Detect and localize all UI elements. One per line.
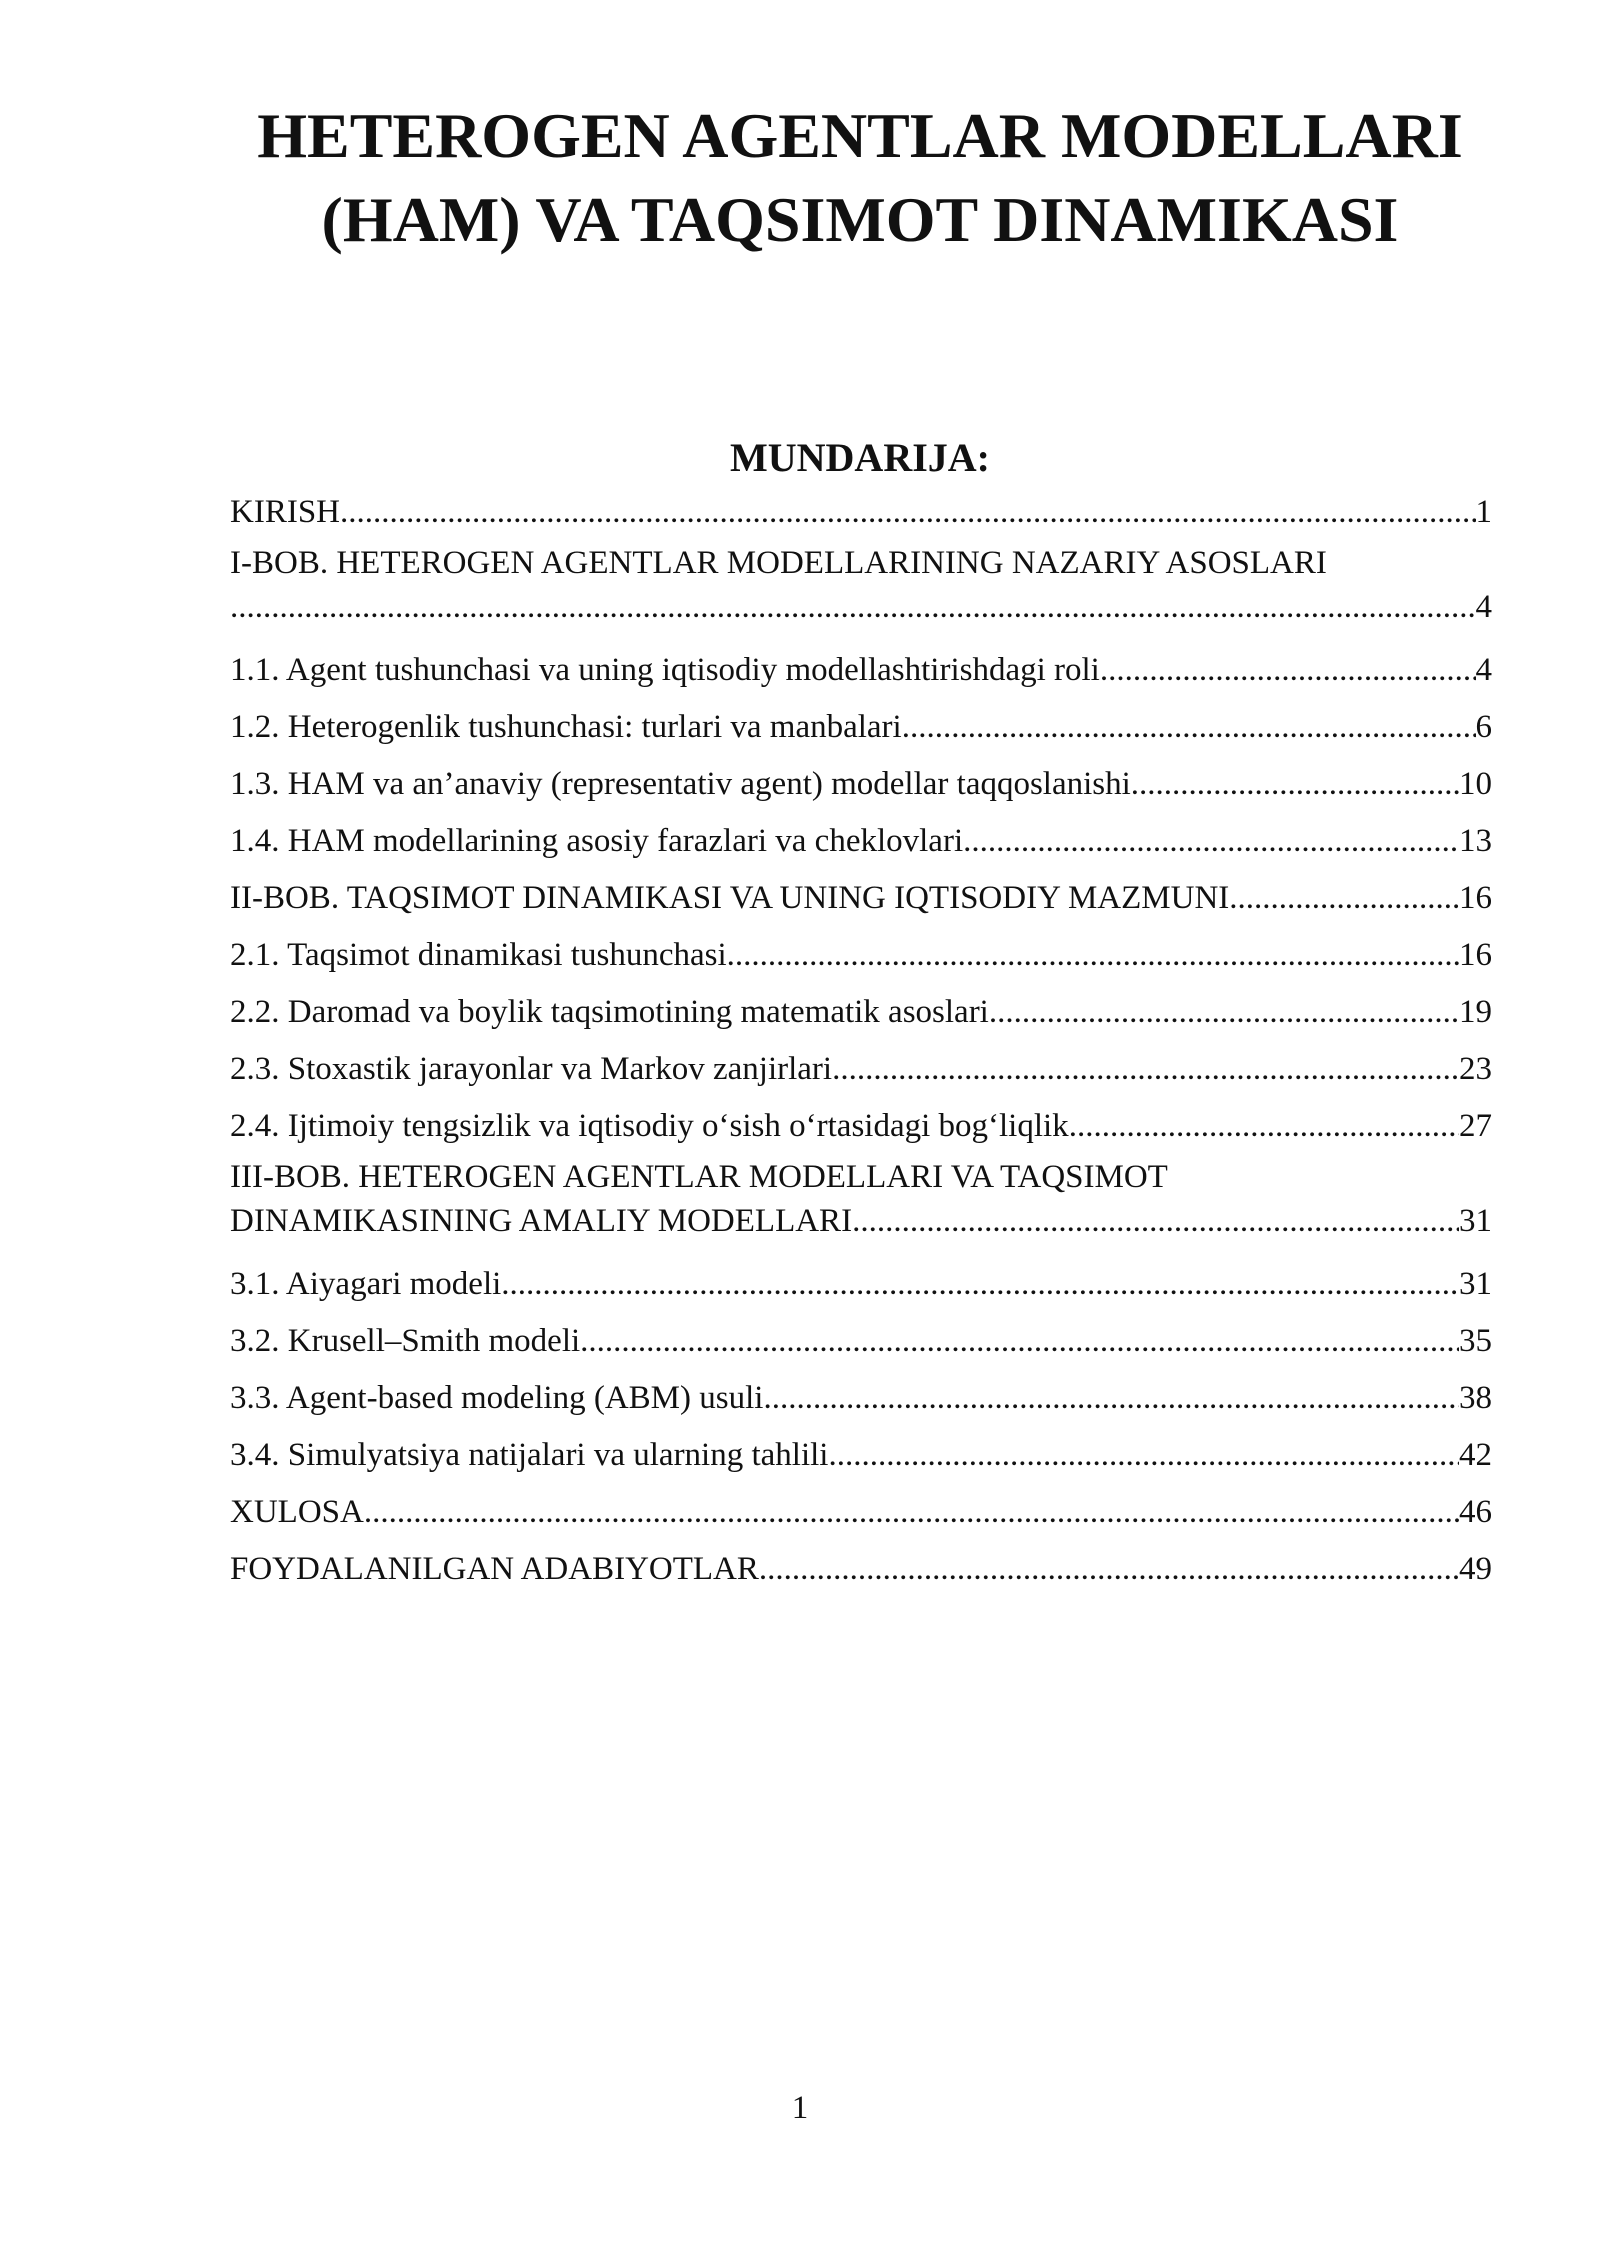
toc-entry[interactable] [230,1541,1492,1598]
toc-page-number: 16 [1459,937,1492,973]
toc-entry-title-line: I-BOB. HETEROGEN AGENTLAR MODELLARINING NAZARIY ASOSLARI [230,545,1327,581]
toc-dot-leader [1229,870,1459,927]
toc-entry-row [230,1541,1492,1598]
document-title [200,94,1520,262]
toc-dot-leader [902,699,1476,756]
toc-entry-title: 1.3. HAM va an’anaviy (representativ agent) modellar taqqoslanishi [230,766,1131,802]
toc-dot-leader [852,1199,1459,1243]
toc-page-number: 6 [1475,709,1492,745]
toc-entry-title: 3.4. Simulyatsiya natijalari va ularning tahlili [230,1437,829,1473]
toc-entry-row [230,585,1492,629]
toc-entry[interactable] [230,1484,1492,1541]
toc-entry[interactable] [230,1041,1492,1098]
toc-entry-title: FOYDALANILGAN ADABIYOTLAR [230,1551,759,1587]
toc-entry-row [230,813,1492,870]
title-line-2: (HAM) VA TAQSIMOT DINAMIKASI [321,184,1399,255]
toc-entry[interactable] [230,1155,1492,1243]
toc-entry-title: 2.4. Ijtimoiy tengsizlik va iqtisodiy o‘sish o‘rtasidagi bog‘liqlik [230,1108,1069,1144]
toc-page-number: 10 [1459,766,1492,802]
toc-entry-row [230,699,1492,756]
toc-entry-row [230,1313,1492,1370]
toc-dot-leader [832,1041,1459,1098]
toc-entry-row [230,1041,1492,1098]
toc-entry[interactable] [230,927,1492,984]
toc-entry-title: 2.3. Stoxastik jarayonlar va Markov zanjirlari [230,1051,833,1087]
toc-entry-row [230,984,1492,1041]
toc-page-number: 35 [1459,1323,1492,1359]
toc-dot-leader [963,813,1459,870]
toc-entry-title: 3.2. Krusell–Smith modeli [230,1323,581,1359]
toc-entry[interactable] [230,870,1492,927]
toc-entry[interactable] [230,541,1492,629]
toc-entry[interactable] [230,1370,1492,1427]
toc-entry-row [230,1098,1492,1155]
toc-page-number: 31 [1459,1266,1492,1302]
toc-entry-title: KIRISH [230,494,341,530]
toc-entry[interactable] [230,699,1492,756]
toc-entry[interactable] [230,1098,1492,1155]
toc-entry-row [230,1199,1492,1243]
toc-entry[interactable] [230,642,1492,699]
toc-entry-row [230,642,1492,699]
toc-page-number: 4 [1475,589,1492,625]
toc-dot-leader [759,1541,1459,1598]
toc-entry-row [230,927,1492,984]
toc-dot-leader [364,1484,1459,1541]
toc-dot-leader [989,984,1459,1041]
toc-entry-row [230,756,1492,813]
title-line-1: HETEROGEN AGENTLAR MODELLARI [257,100,1463,171]
toc-entry-title: 1.4. HAM modellarining asosiy farazlari va cheklovlari [230,823,964,859]
toc-entry[interactable] [230,1313,1492,1370]
toc-dot-leader [501,1256,1459,1313]
toc-page-number: 46 [1459,1494,1492,1530]
toc-entry-row [230,1484,1492,1541]
toc-entry[interactable] [230,1427,1492,1484]
toc-page-number: 38 [1459,1380,1492,1416]
toc-heading: MUNDARIJA: [730,435,990,480]
page-number: 1 [791,2090,809,2126]
toc-entry-row [230,1427,1492,1484]
toc-page-number: 27 [1459,1108,1492,1144]
toc-entry[interactable] [230,813,1492,870]
toc-entry-title: 2.1. Taqsimot dinamikasi tushunchasi [230,937,727,973]
toc-page-number: 16 [1459,880,1492,916]
toc-page-number: 42 [1459,1437,1492,1473]
toc-dot-leader [230,585,1476,629]
table-of-contents [230,484,1492,1598]
toc-page-number: 31 [1459,1203,1492,1239]
toc-entry-title: XULOSA [230,1494,364,1530]
toc-entry-title: 1.2. Heterogenlik tushunchasi: turlari va manbalari [230,709,902,745]
toc-entry-row [230,1256,1492,1313]
toc-entry-title: 3.3. Agent-based modeling (ABM) usuli [230,1380,764,1416]
toc-dot-leader [727,927,1459,984]
toc-dot-leader [1069,1098,1459,1155]
toc-page-number: 1 [1475,494,1492,530]
toc-entry-title: 3.1. Aiyagari modeli [230,1266,502,1302]
toc-entry-row [230,1370,1492,1427]
toc-entry-title: DINAMIKASINING AMALIY MODELLARI [230,1203,853,1239]
toc-entry-row [230,870,1492,927]
toc-entry-title: 1.1. Agent tushunchasi va uning iqtisodiy modellashtirishdagi roli [230,652,1100,688]
toc-page-number: 4 [1475,652,1492,688]
toc-page-number: 13 [1459,823,1492,859]
toc-entry-title-line: III-BOB. HETEROGEN AGENTLAR MODELLARI VA TAQSIMOT [230,1159,1168,1195]
toc-entry-title: II-BOB. TAQSIMOT DINAMIKASI VA UNING IQTISODIY MAZMUNI [230,880,1230,916]
toc-page-number: 23 [1459,1051,1492,1087]
toc-entry[interactable] [230,984,1492,1041]
toc-dot-leader [828,1427,1459,1484]
toc-page-number: 49 [1459,1551,1492,1587]
toc-entry[interactable] [230,1256,1492,1313]
toc-dot-leader [763,1370,1459,1427]
toc-dot-leader [340,484,1475,541]
toc-entry-title: 2.2. Daromad va boylik taqsimotining matematik asoslari [230,994,989,1030]
toc-dot-leader [1131,756,1459,813]
toc-entry-row [230,484,1492,541]
toc-entry[interactable] [230,484,1492,541]
toc-dot-leader [1100,642,1476,699]
toc-entry[interactable] [230,756,1492,813]
toc-dot-leader [580,1313,1459,1370]
toc-page-number: 19 [1459,994,1492,1030]
